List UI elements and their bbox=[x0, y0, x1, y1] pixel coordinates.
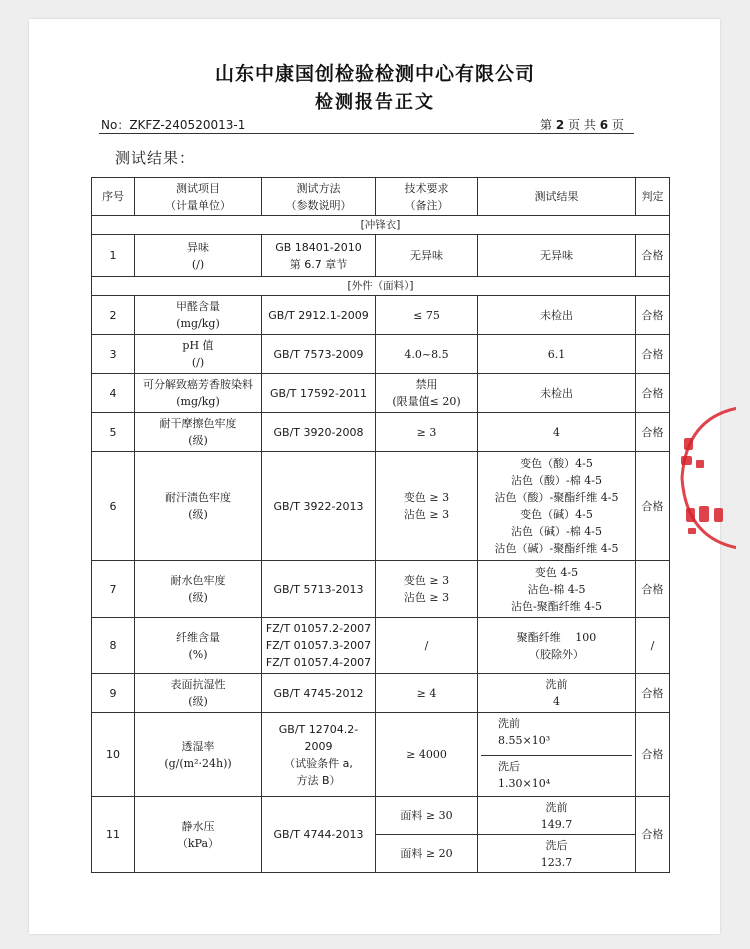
result-after: 洗后 123.7 bbox=[478, 835, 636, 873]
page-current: 2 bbox=[555, 118, 565, 132]
test-item: 耐汗渍色牢度 (级) bbox=[135, 452, 262, 561]
requirement: ≥ 4000 bbox=[376, 713, 478, 797]
row-number: 8 bbox=[92, 618, 135, 674]
test-method: GB/T 5713-2013 bbox=[262, 561, 376, 618]
test-item: 透湿率 (g/(m²·24h)) bbox=[135, 713, 262, 797]
test-item: pH 值 (/) bbox=[135, 335, 262, 374]
verdict: 合格 bbox=[636, 452, 670, 561]
test-result: 未检出 bbox=[478, 296, 636, 335]
verdict: 合格 bbox=[636, 235, 670, 277]
table-row bbox=[92, 561, 670, 618]
header-divider bbox=[99, 133, 634, 134]
test-item: 纤维含量 (%) bbox=[135, 618, 262, 674]
test-result: 变色（酸）4-5 沾色（酸）-棉 4-5 沾色（酸）-聚酯纤维 4-5 变色（碱）4-5 沾色（碱）-棉 4-5 沾色（碱）-聚酯纤维 4-5 bbox=[478, 452, 636, 561]
header-item: 测试项目 （计量单位） bbox=[135, 178, 262, 216]
header-seq: 序号 bbox=[92, 178, 135, 216]
verdict: 合格 bbox=[636, 335, 670, 374]
row-number: 4 bbox=[92, 374, 135, 413]
test-result: 洗前 4 bbox=[478, 674, 636, 713]
table-row bbox=[92, 618, 670, 674]
test-method: GB/T 4744-2013 bbox=[262, 797, 376, 873]
header-requirement: 技术要求 （备注） bbox=[376, 178, 478, 216]
row-number: 10 bbox=[92, 713, 135, 797]
requirement: 禁用 (限量值≤ 20) bbox=[376, 374, 478, 413]
test-result: 洗前 8.55×10³ 洗后 1.30×10⁴ bbox=[478, 713, 636, 797]
result-before: 洗前 149.7 bbox=[478, 797, 636, 835]
verdict: / bbox=[636, 618, 670, 674]
requirement-before: 面料 ≥ 30 bbox=[376, 797, 478, 835]
test-method: GB/T 7573-2009 bbox=[262, 335, 376, 374]
row-number: 9 bbox=[92, 674, 135, 713]
table-group-row bbox=[92, 277, 670, 296]
row-number: 2 bbox=[92, 296, 135, 335]
group-label: [外件（面料）] bbox=[92, 277, 670, 296]
verdict: 合格 bbox=[636, 561, 670, 618]
header-result: 测试结果 bbox=[478, 178, 636, 216]
row-number: 3 bbox=[92, 335, 135, 374]
test-method: GB/T 3922-2013 bbox=[262, 452, 376, 561]
test-item: 可分解致癌芳香胺染料 (mg/kg) bbox=[135, 374, 262, 413]
row-number: 11 bbox=[92, 797, 135, 873]
table-row bbox=[92, 413, 670, 452]
table-row bbox=[92, 797, 670, 835]
requirement: 4.0~8.5 bbox=[376, 335, 478, 374]
test-method: GB/T 17592-2011 bbox=[262, 374, 376, 413]
verdict: 合格 bbox=[636, 674, 670, 713]
section-title: 测试结果： bbox=[115, 149, 196, 167]
test-result: 无异味 bbox=[478, 235, 636, 277]
verdict: 合格 bbox=[636, 413, 670, 452]
company-name: 山东中康国创检验检测中心有限公司 bbox=[214, 63, 535, 85]
test-method: GB/T 12704.2-2009 （试验条件 a, 方法 B） bbox=[262, 713, 376, 797]
page-prefix: 第 bbox=[540, 118, 553, 132]
test-method: GB/T 3920-2008 bbox=[262, 413, 376, 452]
test-method: GB 18401-2010 第 6.7 章节 bbox=[262, 235, 376, 277]
table-row bbox=[92, 296, 670, 335]
requirement: ≥ 3 bbox=[376, 413, 478, 452]
requirement: 变色 ≥ 3 沾色 ≥ 3 bbox=[376, 561, 478, 618]
page-suffix: 页 bbox=[611, 118, 624, 132]
test-item: 耐水色牢度 (级) bbox=[135, 561, 262, 618]
table-row bbox=[92, 452, 670, 561]
official-seal-stamp bbox=[676, 398, 736, 556]
report-title: 检测报告正文 bbox=[315, 92, 435, 113]
test-result: 4 bbox=[478, 413, 636, 452]
row-number: 7 bbox=[92, 561, 135, 618]
table-row bbox=[92, 713, 670, 797]
test-result: 6.1 bbox=[478, 335, 636, 374]
header-verdict: 判定 bbox=[636, 178, 670, 216]
requirement: 变色 ≥ 3 沾色 ≥ 3 bbox=[376, 452, 478, 561]
requirement-after: 面料 ≥ 20 bbox=[376, 835, 478, 873]
requirement: 无异味 bbox=[376, 235, 478, 277]
table-row bbox=[92, 674, 670, 713]
page-mid: 页 共 bbox=[568, 118, 596, 132]
test-result: 未检出 bbox=[478, 374, 636, 413]
table-group-row bbox=[92, 216, 670, 235]
group-label: [冲锋衣] bbox=[92, 216, 670, 235]
report-number: No：ZKFZ-240520013-1 bbox=[101, 118, 246, 132]
test-item: 甲醛含量 (mg/kg) bbox=[135, 296, 262, 335]
page-total: 6 bbox=[599, 118, 609, 132]
requirement: ≤ 75 bbox=[376, 296, 478, 335]
table-header-row bbox=[92, 178, 670, 216]
verdict: 合格 bbox=[636, 713, 670, 797]
verdict: 合格 bbox=[636, 797, 670, 873]
requirement: / bbox=[376, 618, 478, 674]
header-method: 测试方法 （参数说明） bbox=[262, 178, 376, 216]
test-result: 变色 4-5 沾色-棉 4-5 沾色-聚酯纤维 4-5 bbox=[478, 561, 636, 618]
table-row bbox=[92, 374, 670, 413]
page-indicator bbox=[540, 116, 624, 133]
test-item: 耐干摩擦色牢度 (级) bbox=[135, 413, 262, 452]
row-number: 6 bbox=[92, 452, 135, 561]
test-method: FZ/T 01057.2-2007 FZ/T 01057.3-2007 FZ/T 01057.4-2007 bbox=[262, 618, 376, 674]
test-result: 聚酯纤维 100 （胶除外） bbox=[478, 618, 636, 674]
row-number: 5 bbox=[92, 413, 135, 452]
row-number: 1 bbox=[92, 235, 135, 277]
test-item: 异味 (/) bbox=[135, 235, 262, 277]
table-row bbox=[92, 335, 670, 374]
verdict: 合格 bbox=[636, 296, 670, 335]
test-item: 表面抗湿性 (级) bbox=[135, 674, 262, 713]
test-method: GB/T 4745-2012 bbox=[262, 674, 376, 713]
test-item: 静水压 （kPa） bbox=[135, 797, 262, 873]
verdict: 合格 bbox=[636, 374, 670, 413]
test-method: GB/T 2912.1-2009 bbox=[262, 296, 376, 335]
table-row bbox=[92, 235, 670, 277]
results-table bbox=[91, 177, 670, 873]
requirement: ≥ 4 bbox=[376, 674, 478, 713]
